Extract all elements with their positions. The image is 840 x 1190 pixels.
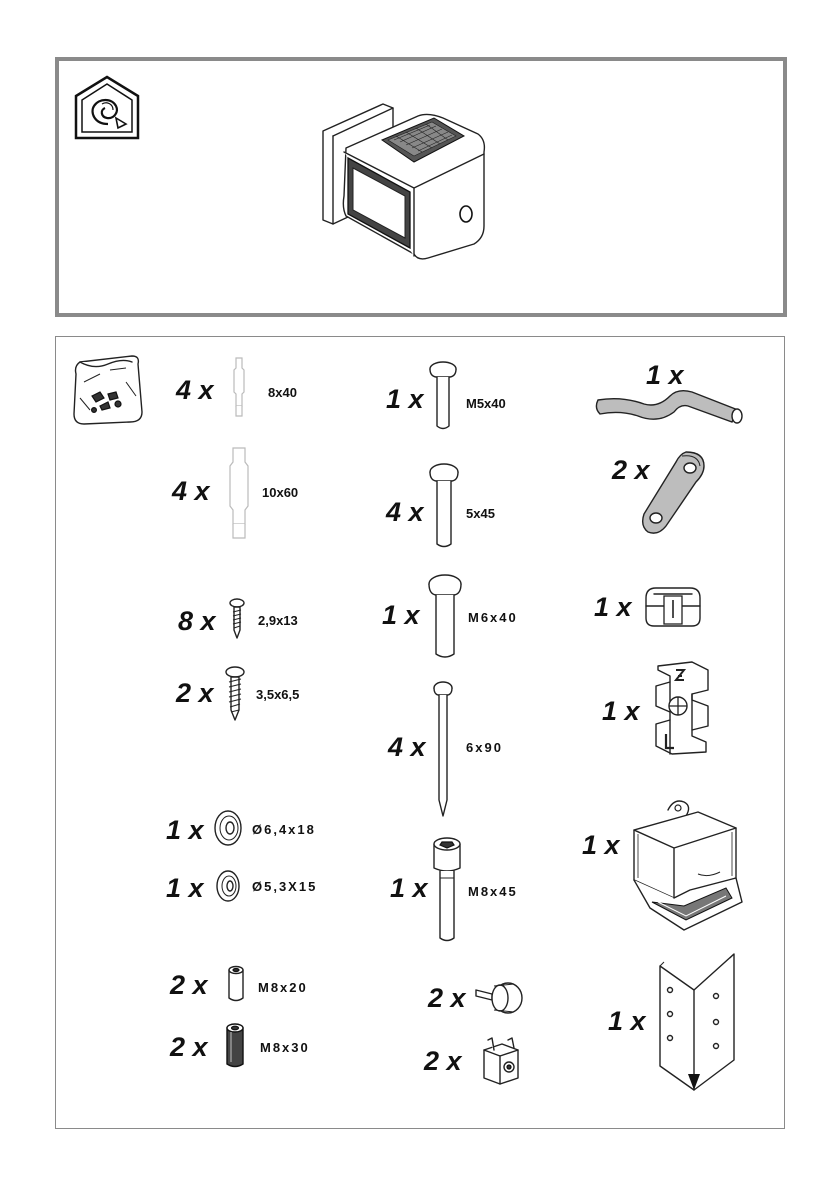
spacer-m8x20-icon	[226, 964, 246, 1004]
cage-nut-icon	[478, 1036, 524, 1086]
dowel-8x40-icon	[228, 356, 250, 418]
part-qty-p02: 4 x	[172, 476, 210, 506]
washer-large-icon	[212, 808, 244, 848]
part-qty-p03: 8 x	[178, 606, 216, 636]
part-size-p06: Ø5,3X15	[252, 879, 318, 894]
junction-box-icon	[628, 794, 744, 934]
part-qty-p17: 2 x	[612, 455, 650, 485]
part-qty-p04: 2 x	[176, 678, 214, 708]
part-qty-p07: 2 x	[170, 970, 208, 1000]
part-size-p02: 10x60	[262, 485, 299, 500]
part-size-p03: 2,9x13	[258, 613, 298, 628]
bolt-m5x40-icon	[428, 360, 458, 432]
part-size-p04: 3,5x6,5	[256, 687, 300, 702]
corner-bracket-icon	[654, 950, 740, 1096]
part-size-p07: M8x20	[258, 980, 308, 995]
part-qty-p01: 4 x	[176, 375, 214, 405]
part-qty-p13: 1 x	[390, 873, 428, 903]
part-size-p13: M8x45	[468, 884, 518, 899]
spacer-m8x30-icon	[224, 1022, 246, 1070]
part-qty-p14: 2 x	[428, 983, 466, 1013]
part-qty-p11: 1 x	[382, 600, 420, 630]
recirculation-house-icon	[72, 74, 142, 140]
part-qty-p15: 2 x	[424, 1046, 462, 1076]
dowel-10x60-icon	[226, 446, 252, 542]
part-qty-p08: 2 x	[170, 1032, 208, 1062]
screw-6x90-icon	[432, 680, 454, 820]
part-size-p08: M8x30	[260, 1040, 310, 1055]
part-size-p01: 8x40	[268, 385, 297, 400]
hardware-bag-icon	[70, 352, 146, 428]
screw-3-5x6-5-icon	[224, 666, 246, 722]
part-size-p12: 6x90	[466, 740, 503, 755]
pipe-icon	[592, 386, 750, 434]
part-qty-p09: 1 x	[386, 384, 424, 414]
bolt-m6x40-icon	[426, 572, 464, 662]
part-size-p11: M6x40	[468, 610, 518, 625]
part-qty-p16: 1 x	[646, 360, 684, 390]
washer-small-icon	[214, 868, 242, 904]
part-size-p05: Ø6,4x18	[252, 822, 316, 837]
socket-bolt-m8x45-icon	[430, 836, 464, 944]
part-qty-p12: 4 x	[388, 732, 426, 762]
part-qty-p20: 1 x	[582, 830, 620, 860]
cable-clip-icon	[640, 584, 704, 630]
part-qty-p21: 1 x	[608, 1006, 646, 1036]
part-size-p10: 5x45	[466, 506, 495, 521]
terminal-block-icon	[648, 660, 716, 756]
screw-2-9x13-icon	[228, 598, 246, 640]
part-qty-p18: 1 x	[594, 592, 632, 622]
knob-screw-icon	[472, 976, 528, 1016]
part-qty-p10: 4 x	[386, 497, 424, 527]
part-qty-p19: 1 x	[602, 696, 640, 726]
recirculation-module-illustration	[318, 96, 488, 266]
bolt-5x45-icon	[428, 462, 460, 550]
bracket-link-icon	[638, 448, 710, 538]
part-qty-p05: 1 x	[166, 815, 204, 845]
part-qty-p06: 1 x	[166, 873, 204, 903]
part-size-p09: M5x40	[466, 396, 506, 411]
